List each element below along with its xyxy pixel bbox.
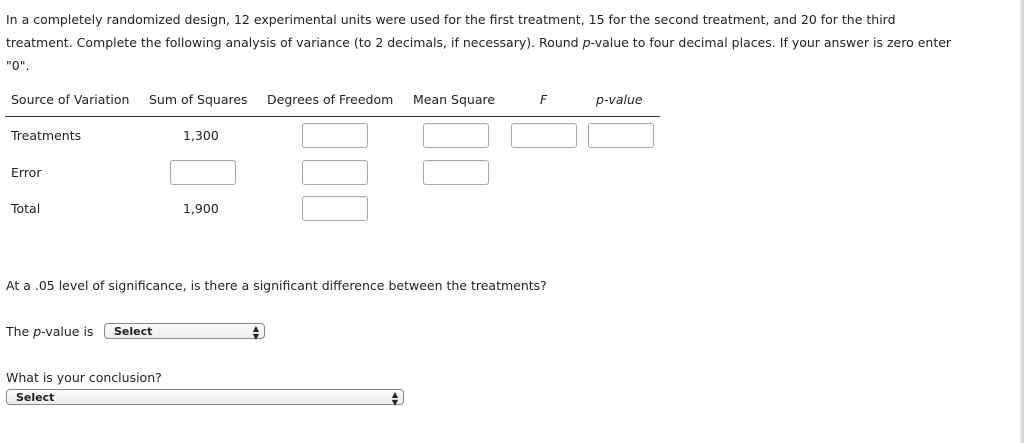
error-df-input[interactable] xyxy=(302,160,368,185)
header-divider xyxy=(5,116,660,117)
conclusion-select-value: Select xyxy=(16,391,55,404)
pvalue-sentence xyxy=(6,324,93,339)
treatments-df-input[interactable] xyxy=(302,123,368,148)
conclusion-label: What is your conclusion? xyxy=(6,370,162,385)
question-line-2a: treatment. Complete the following analysis of variance (to 2 decimals, if necessary). Round xyxy=(6,35,583,50)
header-p-value: p-value xyxy=(596,92,643,107)
question-line-2b: -value to four decimal places. If your answer is zero enter xyxy=(590,35,952,50)
row-total-ss: 1,900 xyxy=(183,201,219,216)
pvalue-select[interactable] xyxy=(104,323,265,339)
treatments-f-input[interactable] xyxy=(511,123,577,148)
header-degrees-of-freedom: Degrees of Freedom xyxy=(267,92,394,107)
row-error-label: Error xyxy=(11,165,42,180)
error-ss-input[interactable] xyxy=(170,160,236,185)
header-sum-of-squares: Sum of Squares xyxy=(149,92,248,107)
question-text xyxy=(6,8,1016,77)
conclusion-select[interactable] xyxy=(6,389,404,405)
pvalue-prefix: The xyxy=(6,324,34,339)
row-treatments-label: Treatments xyxy=(11,128,82,143)
header-mean-square: Mean Square xyxy=(413,92,496,107)
question-line-1: In a completely randomized design, 12 experimental units were used for the first treatment, 15 for the second treatment, and 20 for the third xyxy=(6,12,896,27)
header-source: Source of Variation xyxy=(11,92,130,107)
treatments-p-value-input[interactable] xyxy=(588,123,654,148)
header-f: F xyxy=(540,92,548,107)
error-ms-input[interactable] xyxy=(423,160,489,185)
pvalue-p-italic: p xyxy=(33,324,42,339)
scrollbar-edge xyxy=(1020,0,1024,443)
treatments-ms-input[interactable] xyxy=(423,123,489,148)
significance-question: At a .05 level of significance, is there a significant difference between the treatments? xyxy=(6,278,547,293)
row-total-label: Total xyxy=(11,201,41,216)
question-line-3: "0". xyxy=(6,58,30,73)
pvalue-suffix: -value is xyxy=(41,324,94,339)
row-treatments-ss: 1,300 xyxy=(183,128,219,143)
total-df-input[interactable] xyxy=(302,196,368,221)
pvalue-select-value: Select xyxy=(114,325,153,338)
updown-caret-icon: ▲ ▼ xyxy=(252,324,259,341)
question-p-italic: p xyxy=(582,35,591,50)
updown-caret-icon: ▲ ▼ xyxy=(391,390,398,407)
